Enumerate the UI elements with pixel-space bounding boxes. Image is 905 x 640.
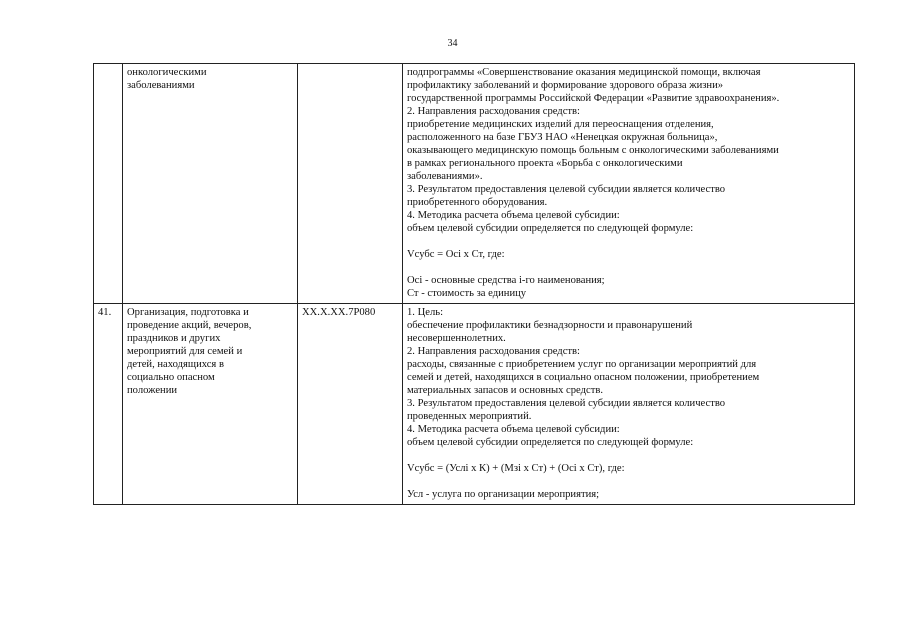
event-name-line: заболеваниями [127,80,195,91]
description-line: профилактику заболеваний и формирование здорового образа жизни» [407,80,724,91]
event-name-line: социально опасном [127,372,215,383]
description-line: обеспечение профилактики безнадзорности и правонарушений [407,320,693,331]
code-cell [298,64,403,304]
description-line: в рамках регионального проекта «Борьба с онкологическими [407,158,683,169]
description-line: Усл - услуга по организации мероприятия; [407,489,600,500]
event-name-cell [123,304,298,505]
event-name-line: Организация, подготовка и [127,307,249,318]
event-name-cell [123,64,298,304]
description-line: 2. Направления расходования средств: [407,346,580,357]
description-line: Осі - основные средства і-го наименования; [407,275,605,286]
description-line: 3. Результатом предоставления целевой субсидии является количество [407,398,726,409]
description-line: расходы, связанные с приобретением услуг по организации мероприятий для [407,359,757,370]
description-line: приобретенного оборудования. [407,197,548,208]
row-number-cell [94,64,123,304]
description-line: объем целевой субсидии определяется по следующей формуле: [407,223,694,234]
description-line: приобретение медицинских изделий для переоснащения отделения, [407,119,714,130]
event-name-line: проведение акций, вечеров, [127,320,252,331]
page-number: 34 [447,38,458,49]
description-line: несовершеннолетних. [407,333,506,344]
description-line: 4. Методика расчета объема целевой субсидии: [407,424,620,435]
event-name-line: мероприятий для семей и [127,346,243,357]
description-line: 2. Направления расходования средств: [407,106,580,117]
description-line: Vсубс = (Услі х К) + (Мзі х Ст) + (Осі х Ст), где: [407,463,625,474]
event-name-line: онкологическими [127,67,207,78]
description-cell [403,304,855,505]
blank-line [407,261,850,274]
blank-line [407,235,850,248]
description-line: материальных запасов и основных средств. [407,385,603,396]
row-number: 41. [98,307,112,318]
description-line: проведенных мероприятий. [407,411,532,422]
table-row [94,64,855,304]
table-row [94,304,855,505]
description-line: заболеваниями». [407,171,483,182]
row-number-cell [94,304,123,505]
table-body [94,64,855,505]
blank-line [407,449,850,462]
event-name-line: праздников и других [127,333,221,344]
target-code: XX.X.XX.7P080 [302,307,376,318]
blank-line [407,475,850,488]
description-line: объем целевой субсидии определяется по следующей формуле: [407,437,694,448]
description-line: подпрограммы «Совершенствование оказания медицинской помощи, включая [407,67,761,78]
description-cell [403,64,855,304]
description-line: 4. Методика расчета объема целевой субсидии: [407,210,620,221]
description-line: Ст - стоимость за единицу [407,288,527,299]
description-line: 3. Результатом предоставления целевой субсидии является количество [407,184,726,195]
description-line: Vсубс = Осі х Ст, где: [407,249,505,260]
description-line: 1. Цель: [407,307,444,318]
description-line: оказывающего медицинскую помощь больным с онкологическими заболеваниями [407,145,779,156]
description-line: государственной программы Российской Федерации «Развитие здравоохранения». [407,93,780,104]
code-cell [298,304,403,505]
event-name-line: детей, находящихся в [127,359,224,370]
description-line: семей и детей, находящихся в социально опасном положении, приобретением [407,372,760,383]
subsidy-table [93,63,855,505]
description-line: расположенного на базе ГБУЗ НАО «Ненецкая окружная больница», [407,132,718,143]
event-name-line: положении [127,385,178,396]
